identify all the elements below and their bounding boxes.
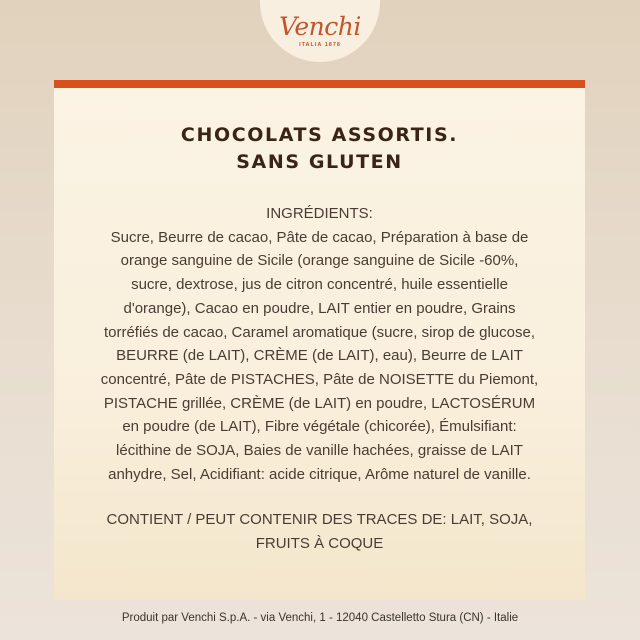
- product-title: [54, 122, 585, 176]
- ingredients-line: Sucre, Beurre de cacao, Pâte de cacao, Préparation à base de: [110, 228, 529, 246]
- ingredients-line: PISTACHE grillée, CRÈME (de LAIT) en poudre, LACTOSÉRUM: [103, 394, 536, 412]
- ingredients-line: BEURRE (de LAIT), CRÈME (de LAIT), eau), Beurre de LAIT: [116, 347, 523, 365]
- ingredients-line: orange sanguine de Sicile (orange sanguine de Sicile -60%,: [120, 252, 519, 270]
- brand-logo: [260, 0, 380, 62]
- product-title-line-2: SANS GLUTEN: [236, 151, 403, 173]
- ingredients-line: sucre, dextrose, jus de citron concentré, huile essentielle: [131, 276, 508, 294]
- ingredients-line: d'orange), Cacao en poudre, LAIT entier en poudre, Grains: [123, 299, 516, 317]
- allergens-line: CONTIENT / PEUT CONTENIR DES TRACES DE: LAIT, SOJA,: [106, 511, 533, 528]
- product-title-line-1: CHOCOLATS ASSORTIS.: [180, 124, 459, 146]
- card-accent-bar: [54, 80, 585, 88]
- ingredients-heading: INGRÉDIENTS:: [266, 205, 373, 222]
- ingredients-card: [54, 80, 585, 600]
- ingredients-section: [78, 202, 561, 486]
- manufacturer-footer: Produit par Venchi S.p.A. - via Venchi, 1 - 12040 Castelletto Stura (CN) - Italie: [121, 612, 519, 624]
- ingredients-line: en poudre (de LAIT), Fibre végétale (chicorée), Émulsifiant:: [122, 418, 517, 436]
- allergens-section: [64, 508, 575, 556]
- brand-wordmark: Venchi: [279, 12, 361, 41]
- ingredients-line: lécithine de SOJA, Baies de vanille hachées, graisse de LAIT: [116, 442, 523, 460]
- ingredients-line: concentré, Pâte de PISTACHES, Pâte de NOISETTE du Piemont,: [100, 370, 539, 388]
- ingredients-line: torréfiés de cacao, Caramel aromatique (sucre, sirop de glucose,: [103, 323, 536, 341]
- brand-tagline: ITALIA 1878: [299, 42, 341, 48]
- ingredients-line: anhydre, Sel, Acidifiant: acide citrique, Arôme naturel de vanille.: [108, 465, 531, 483]
- allergens-line: FRUITS À COQUE: [255, 535, 384, 552]
